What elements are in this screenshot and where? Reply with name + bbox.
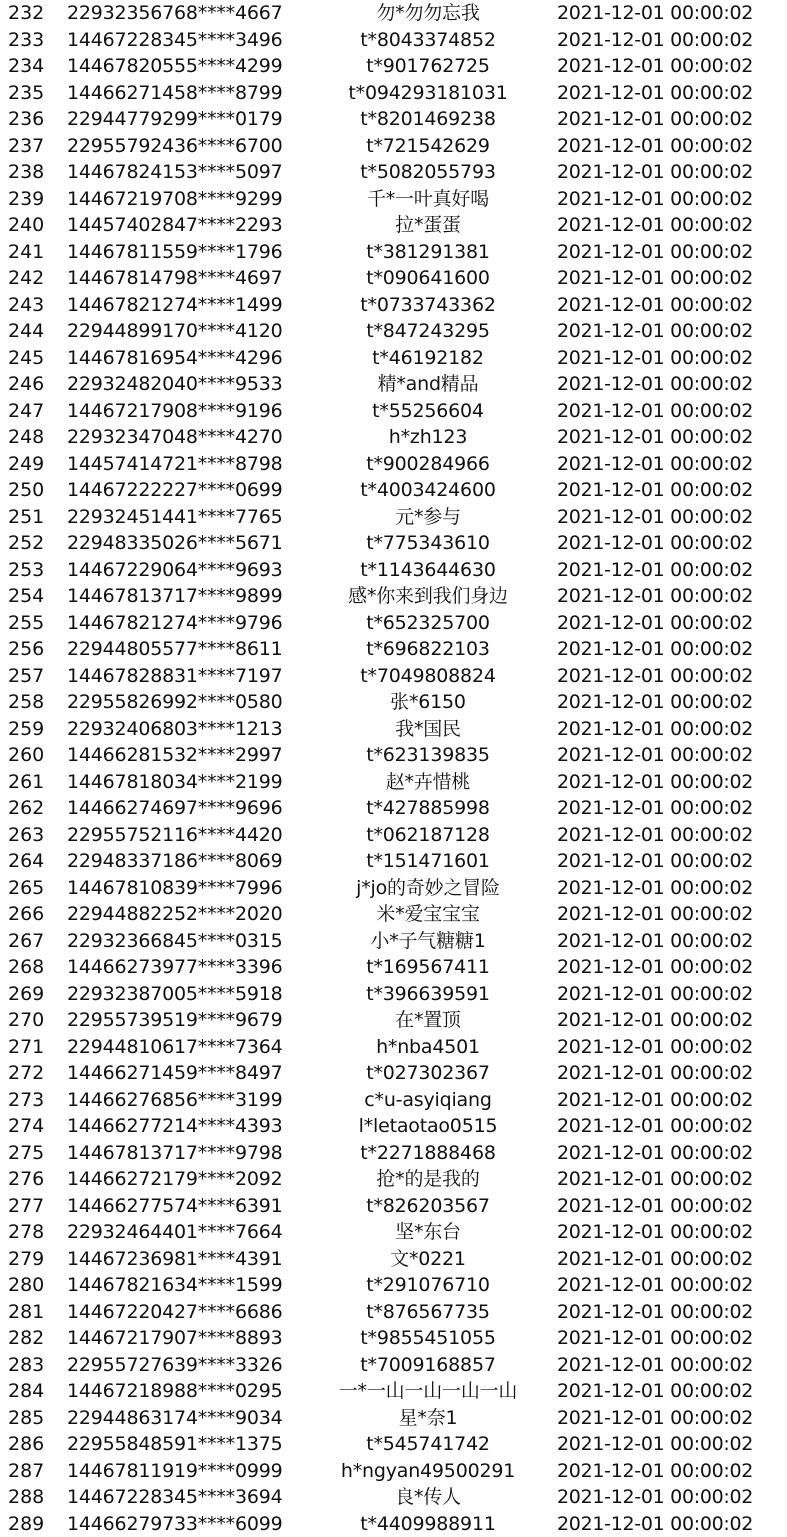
user-name: t*2271888468 [300, 1140, 556, 1167]
order-id: 14467810839****7996 [67, 875, 307, 902]
timestamp: 2021-12-01 00:00:02 [557, 1166, 785, 1193]
timestamp: 2021-12-01 00:00:02 [557, 1325, 785, 1352]
timestamp: 2021-12-01 00:00:02 [557, 27, 785, 54]
order-id: 14466281532****2997 [67, 742, 307, 769]
user-name: t*094293181031 [300, 80, 556, 107]
table-row [0, 345, 787, 372]
row-index: 262 [8, 795, 58, 822]
order-id: 14467222227****0699 [67, 477, 307, 504]
user-name: t*901762725 [300, 53, 556, 80]
order-id: 22955727639****3326 [67, 1352, 307, 1379]
timestamp: 2021-12-01 00:00:02 [557, 1246, 785, 1273]
timestamp: 2021-12-01 00:00:02 [557, 1431, 785, 1458]
order-id: 14467821634****1599 [67, 1272, 307, 1299]
table-row [0, 292, 787, 319]
table-row [0, 1087, 787, 1114]
order-id: 14466274697****9696 [67, 795, 307, 822]
timestamp: 2021-12-01 00:00:02 [557, 345, 785, 372]
table-row [0, 901, 787, 928]
user-name: 精*and精品 [300, 371, 556, 398]
row-index: 288 [8, 1484, 58, 1511]
timestamp: 2021-12-01 00:00:02 [557, 1113, 785, 1140]
table-row [0, 265, 787, 292]
order-id: 22932451441****7765 [67, 504, 307, 531]
table-row [0, 928, 787, 955]
table-row [0, 822, 787, 849]
user-name: t*876567735 [300, 1299, 556, 1326]
table-row [0, 848, 787, 875]
user-name: t*1143644630 [300, 557, 556, 584]
table-row [0, 663, 787, 690]
row-index: 279 [8, 1246, 58, 1273]
row-index: 254 [8, 583, 58, 610]
row-index: 260 [8, 742, 58, 769]
user-name: t*396639591 [300, 981, 556, 1008]
user-name: 一*一山一山一山一山 [300, 1378, 556, 1405]
user-name: 文*0221 [300, 1246, 556, 1273]
order-id: 22932406803****1213 [67, 716, 307, 743]
table-row [0, 1113, 787, 1140]
table-row [0, 1325, 787, 1352]
table-row [0, 53, 787, 80]
user-name: t*9855451055 [300, 1325, 556, 1352]
row-index: 258 [8, 689, 58, 716]
order-id: 14467820555****4299 [67, 53, 307, 80]
table-row [0, 27, 787, 54]
user-name: t*8043374852 [300, 27, 556, 54]
timestamp: 2021-12-01 00:00:02 [557, 689, 785, 716]
timestamp: 2021-12-01 00:00:02 [557, 742, 785, 769]
user-name: 良*传人 [300, 1484, 556, 1511]
order-id: 22932387005****5918 [67, 981, 307, 1008]
table-row [0, 1511, 787, 1537]
table-row [0, 159, 787, 186]
table-row [0, 716, 787, 743]
row-index: 286 [8, 1431, 58, 1458]
table-row [0, 477, 787, 504]
order-id: 14466271458****8799 [67, 80, 307, 107]
user-name: 我*国民 [300, 716, 556, 743]
row-index: 270 [8, 1007, 58, 1034]
table-row [0, 1140, 787, 1167]
timestamp: 2021-12-01 00:00:02 [557, 769, 785, 796]
user-name: 千*一叶真好喝 [300, 186, 556, 213]
table-row [0, 1007, 787, 1034]
row-index: 271 [8, 1034, 58, 1061]
table-row [0, 557, 787, 584]
row-index: 274 [8, 1113, 58, 1140]
user-name: 坚*东台 [300, 1219, 556, 1246]
user-name: t*4003424600 [300, 477, 556, 504]
timestamp: 2021-12-01 00:00:02 [557, 265, 785, 292]
user-name: t*652325700 [300, 610, 556, 637]
user-name: h*nba4501 [300, 1034, 556, 1061]
order-id: 14467828831****7197 [67, 663, 307, 690]
row-index: 266 [8, 901, 58, 928]
row-index: 234 [8, 53, 58, 80]
timestamp: 2021-12-01 00:00:02 [557, 1219, 785, 1246]
user-name: t*4409988911 [300, 1511, 556, 1537]
timestamp: 2021-12-01 00:00:02 [557, 954, 785, 981]
timestamp: 2021-12-01 00:00:02 [557, 981, 785, 1008]
row-index: 264 [8, 848, 58, 875]
order-id: 14467228345****3694 [67, 1484, 307, 1511]
order-id: 22932464401****7664 [67, 1219, 307, 1246]
table-row [0, 371, 787, 398]
row-index: 248 [8, 424, 58, 451]
row-index: 282 [8, 1325, 58, 1352]
timestamp: 2021-12-01 00:00:02 [557, 530, 785, 557]
row-index: 268 [8, 954, 58, 981]
row-index: 289 [8, 1511, 58, 1537]
timestamp: 2021-12-01 00:00:02 [557, 795, 785, 822]
user-name: t*721542629 [300, 133, 556, 160]
row-index: 287 [8, 1458, 58, 1485]
table-row [0, 1034, 787, 1061]
order-id: 14466277214****4393 [67, 1113, 307, 1140]
order-id: 22944863174****9034 [67, 1405, 307, 1432]
user-name: t*775343610 [300, 530, 556, 557]
table-row [0, 742, 787, 769]
timestamp: 2021-12-01 00:00:02 [557, 292, 785, 319]
user-name: t*7049808824 [300, 663, 556, 690]
table-row [0, 1458, 787, 1485]
timestamp: 2021-12-01 00:00:02 [557, 583, 785, 610]
row-index: 232 [8, 0, 58, 27]
user-name: t*847243295 [300, 318, 556, 345]
row-index: 246 [8, 371, 58, 398]
order-id: 22944805577****8611 [67, 636, 307, 663]
timestamp: 2021-12-01 00:00:02 [557, 1034, 785, 1061]
order-id: 14467821274****1499 [67, 292, 307, 319]
row-index: 242 [8, 265, 58, 292]
row-index: 236 [8, 106, 58, 133]
table-row [0, 954, 787, 981]
row-index: 255 [8, 610, 58, 637]
table-row [0, 1060, 787, 1087]
table-row [0, 1246, 787, 1273]
timestamp: 2021-12-01 00:00:02 [557, 716, 785, 743]
timestamp: 2021-12-01 00:00:02 [557, 424, 785, 451]
order-id: 14467220427****6686 [67, 1299, 307, 1326]
timestamp: 2021-12-01 00:00:02 [557, 1060, 785, 1087]
user-name: 拉*蛋蛋 [300, 212, 556, 239]
table-row [0, 318, 787, 345]
row-index: 261 [8, 769, 58, 796]
timestamp: 2021-12-01 00:00:02 [557, 159, 785, 186]
order-id: 22955792436****6700 [67, 133, 307, 160]
order-id: 14466276856****3199 [67, 1087, 307, 1114]
order-id: 14466277574****6391 [67, 1193, 307, 1220]
user-name: 勿*勿勿忘我 [300, 0, 556, 27]
row-index: 252 [8, 530, 58, 557]
user-name: t*900284966 [300, 451, 556, 478]
row-index: 280 [8, 1272, 58, 1299]
table-row [0, 212, 787, 239]
table-row [0, 1219, 787, 1246]
user-name: t*381291381 [300, 239, 556, 266]
row-index: 283 [8, 1352, 58, 1379]
order-id: 14467813717****9798 [67, 1140, 307, 1167]
timestamp: 2021-12-01 00:00:02 [557, 53, 785, 80]
order-id: 14467816954****4296 [67, 345, 307, 372]
row-index: 240 [8, 212, 58, 239]
order-id: 22932366845****0315 [67, 928, 307, 955]
table-row [0, 610, 787, 637]
user-name: l*letaotao0515 [300, 1113, 556, 1140]
row-index: 238 [8, 159, 58, 186]
user-name: t*8201469238 [300, 106, 556, 133]
row-index: 250 [8, 477, 58, 504]
order-id: 22955826992****0580 [67, 689, 307, 716]
user-name: t*826203567 [300, 1193, 556, 1220]
row-index: 276 [8, 1166, 58, 1193]
row-index: 253 [8, 557, 58, 584]
order-id: 22932347048****4270 [67, 424, 307, 451]
timestamp: 2021-12-01 00:00:02 [557, 0, 785, 27]
row-index: 239 [8, 186, 58, 213]
user-name: h*zh123 [300, 424, 556, 451]
row-index: 247 [8, 398, 58, 425]
timestamp: 2021-12-01 00:00:02 [557, 1299, 785, 1326]
table-row [0, 583, 787, 610]
table-row [0, 1193, 787, 1220]
order-id: 14467236981****4391 [67, 1246, 307, 1273]
table-row [0, 769, 787, 796]
timestamp: 2021-12-01 00:00:02 [557, 557, 785, 584]
user-name: 赵*卉惜桃 [300, 769, 556, 796]
table-row [0, 0, 787, 27]
order-id: 14466272179****2092 [67, 1166, 307, 1193]
row-index: 259 [8, 716, 58, 743]
timestamp: 2021-12-01 00:00:02 [557, 477, 785, 504]
table-row [0, 1352, 787, 1379]
row-index: 278 [8, 1219, 58, 1246]
timestamp: 2021-12-01 00:00:02 [557, 1511, 785, 1537]
timestamp: 2021-12-01 00:00:02 [557, 1007, 785, 1034]
timestamp: 2021-12-01 00:00:02 [557, 848, 785, 875]
timestamp: 2021-12-01 00:00:02 [557, 1193, 785, 1220]
user-name: 星*奈1 [300, 1405, 556, 1432]
user-name: h*ngyan49500291 [300, 1458, 556, 1485]
order-id: 22944882252****2020 [67, 901, 307, 928]
timestamp: 2021-12-01 00:00:02 [557, 610, 785, 637]
timestamp: 2021-12-01 00:00:02 [557, 133, 785, 160]
table-row [0, 636, 787, 663]
row-index: 263 [8, 822, 58, 849]
row-index: 275 [8, 1140, 58, 1167]
timestamp: 2021-12-01 00:00:02 [557, 504, 785, 531]
row-index: 273 [8, 1087, 58, 1114]
timestamp: 2021-12-01 00:00:02 [557, 1087, 785, 1114]
table-row [0, 1405, 787, 1432]
row-index: 277 [8, 1193, 58, 1220]
row-index: 245 [8, 345, 58, 372]
order-id: 14467217908****9196 [67, 398, 307, 425]
timestamp: 2021-12-01 00:00:02 [557, 318, 785, 345]
timestamp: 2021-12-01 00:00:02 [557, 822, 785, 849]
table-row [0, 1272, 787, 1299]
order-id: 14467824153****5097 [67, 159, 307, 186]
timestamp: 2021-12-01 00:00:02 [557, 186, 785, 213]
order-id: 22948337186****8069 [67, 848, 307, 875]
table-row [0, 1166, 787, 1193]
order-id: 14467813717****9899 [67, 583, 307, 610]
row-index: 256 [8, 636, 58, 663]
row-index: 233 [8, 27, 58, 54]
user-name: t*027302367 [300, 1060, 556, 1087]
table-row [0, 186, 787, 213]
order-id: 22932482040****9533 [67, 371, 307, 398]
timestamp: 2021-12-01 00:00:02 [557, 212, 785, 239]
timestamp: 2021-12-01 00:00:02 [557, 239, 785, 266]
row-index: 281 [8, 1299, 58, 1326]
order-id: 14467229064****9693 [67, 557, 307, 584]
row-index: 237 [8, 133, 58, 160]
user-name: 抢*的是我的 [300, 1166, 556, 1193]
row-index: 257 [8, 663, 58, 690]
table-row [0, 424, 787, 451]
user-name: 米*爱宝宝宝 [300, 901, 556, 928]
timestamp: 2021-12-01 00:00:02 [557, 1458, 785, 1485]
user-name: t*55256604 [300, 398, 556, 425]
user-name: 在*置顶 [300, 1007, 556, 1034]
order-id: 14467228345****3496 [67, 27, 307, 54]
table-row [0, 1484, 787, 1511]
timestamp: 2021-12-01 00:00:02 [557, 1352, 785, 1379]
timestamp: 2021-12-01 00:00:02 [557, 928, 785, 955]
timestamp: 2021-12-01 00:00:02 [557, 901, 785, 928]
user-name: c*u-asyiqiang [300, 1087, 556, 1114]
order-id: 14457402847****2293 [67, 212, 307, 239]
row-index: 285 [8, 1405, 58, 1432]
timestamp: 2021-12-01 00:00:02 [557, 1484, 785, 1511]
user-name: t*623139835 [300, 742, 556, 769]
timestamp: 2021-12-01 00:00:02 [557, 371, 785, 398]
order-id: 14466271459****8497 [67, 1060, 307, 1087]
table-row [0, 106, 787, 133]
row-index: 244 [8, 318, 58, 345]
order-id: 22955739519****9679 [67, 1007, 307, 1034]
user-name: 感*你来到我们身边 [300, 583, 556, 610]
order-id: 22944779299****0179 [67, 106, 307, 133]
user-name: 张*6150 [300, 689, 556, 716]
row-index: 269 [8, 981, 58, 1008]
row-index: 272 [8, 1060, 58, 1087]
order-id: 14467217907****8893 [67, 1325, 307, 1352]
table-row [0, 504, 787, 531]
row-index: 241 [8, 239, 58, 266]
timestamp: 2021-12-01 00:00:02 [557, 1272, 785, 1299]
table-row [0, 689, 787, 716]
user-name: t*169567411 [300, 954, 556, 981]
row-index: 235 [8, 80, 58, 107]
timestamp: 2021-12-01 00:00:02 [557, 875, 785, 902]
table-row [0, 239, 787, 266]
order-id: 14466273977****3396 [67, 954, 307, 981]
table-row [0, 1378, 787, 1405]
table-row [0, 133, 787, 160]
timestamp: 2021-12-01 00:00:02 [557, 636, 785, 663]
table-row [0, 398, 787, 425]
table-row [0, 981, 787, 1008]
order-id: 14467218988****0295 [67, 1378, 307, 1405]
user-name: 元*参与 [300, 504, 556, 531]
order-id: 14467814798****4697 [67, 265, 307, 292]
order-id: 22955752116****4420 [67, 822, 307, 849]
user-name: t*062187128 [300, 822, 556, 849]
table-row [0, 451, 787, 478]
timestamp: 2021-12-01 00:00:02 [557, 398, 785, 425]
order-id: 14467818034****2199 [67, 769, 307, 796]
row-index: 267 [8, 928, 58, 955]
timestamp: 2021-12-01 00:00:02 [557, 451, 785, 478]
user-name: t*291076710 [300, 1272, 556, 1299]
timestamp: 2021-12-01 00:00:02 [557, 1405, 785, 1432]
order-id: 22944899170****4120 [67, 318, 307, 345]
user-name: t*46192182 [300, 345, 556, 372]
timestamp: 2021-12-01 00:00:02 [557, 80, 785, 107]
order-id: 14457414721****8798 [67, 451, 307, 478]
user-name: j*jo的奇妙之冒险 [300, 875, 556, 902]
table-row [0, 80, 787, 107]
order-id: 22932356768****4667 [67, 0, 307, 27]
row-index: 265 [8, 875, 58, 902]
order-id: 14467811559****1796 [67, 239, 307, 266]
table-row [0, 875, 787, 902]
row-index: 249 [8, 451, 58, 478]
timestamp: 2021-12-01 00:00:02 [557, 663, 785, 690]
user-name: t*0733743362 [300, 292, 556, 319]
order-id: 14466279733****6099 [67, 1511, 307, 1537]
user-name: t*7009168857 [300, 1352, 556, 1379]
table-row [0, 1299, 787, 1326]
table-row [0, 1431, 787, 1458]
user-name: t*151471601 [300, 848, 556, 875]
user-name: t*427885998 [300, 795, 556, 822]
order-id: 14467811919****0999 [67, 1458, 307, 1485]
timestamp: 2021-12-01 00:00:02 [557, 1140, 785, 1167]
table-row [0, 795, 787, 822]
user-name: t*696822103 [300, 636, 556, 663]
order-id: 22955848591****1375 [67, 1431, 307, 1458]
order-id: 14467821274****9796 [67, 610, 307, 637]
user-name: 小*子气糖糖1 [300, 928, 556, 955]
row-index: 243 [8, 292, 58, 319]
timestamp: 2021-12-01 00:00:02 [557, 1378, 785, 1405]
row-index: 284 [8, 1378, 58, 1405]
user-name: t*5082055793 [300, 159, 556, 186]
timestamp: 2021-12-01 00:00:02 [557, 106, 785, 133]
row-index: 251 [8, 504, 58, 531]
order-id: 14467219708****9299 [67, 186, 307, 213]
table-row [0, 530, 787, 557]
order-id: 22944810617****7364 [67, 1034, 307, 1061]
user-name: t*545741742 [300, 1431, 556, 1458]
order-id: 22948335026****5671 [67, 530, 307, 557]
user-name: t*090641600 [300, 265, 556, 292]
